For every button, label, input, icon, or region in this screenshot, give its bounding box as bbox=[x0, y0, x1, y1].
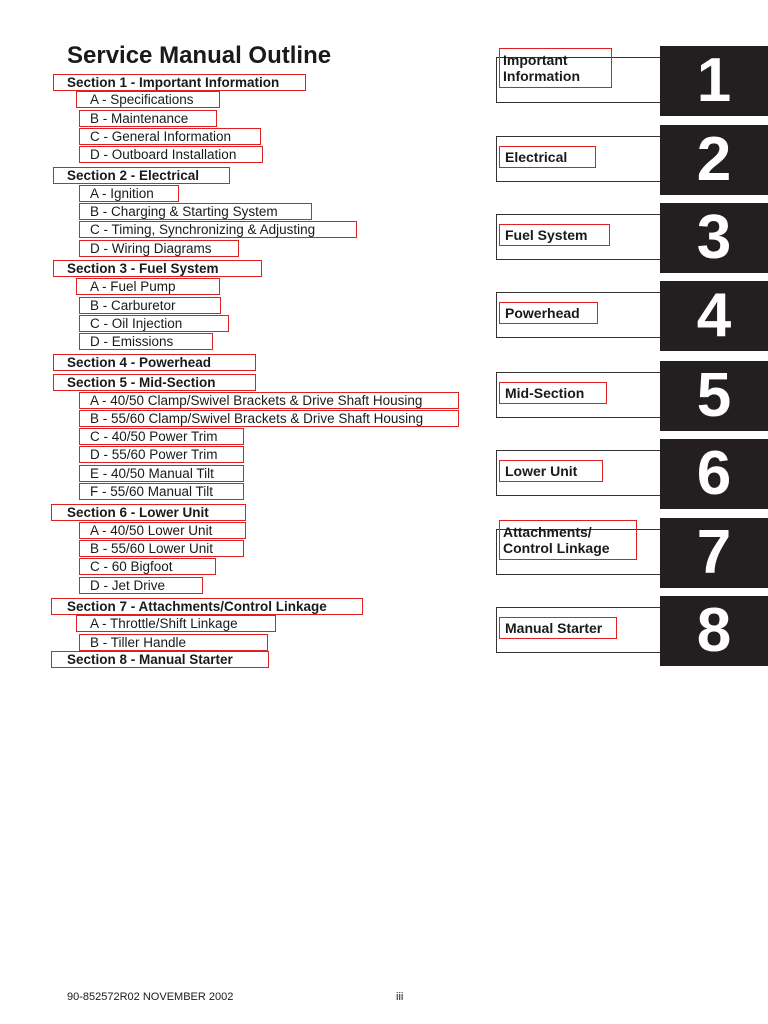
outline-item-text: D - Emissions bbox=[90, 334, 174, 349]
tab-label-line: Attachments/ bbox=[503, 524, 592, 540]
tab-label-line: Lower Unit bbox=[505, 463, 578, 479]
tab-number-block: 1 bbox=[660, 46, 768, 116]
tab-label bbox=[499, 617, 617, 639]
outline-item-text: E - 40/50 Manual Tilt bbox=[90, 466, 214, 481]
outline-item-text: B - Charging & Starting System bbox=[90, 204, 278, 219]
outline-item-text: Section 6 - Lower Unit bbox=[67, 505, 209, 520]
outline-item-text: F - 55/60 Manual Tilt bbox=[90, 484, 214, 499]
outline-item-text: Section 1 - Important Information bbox=[67, 75, 280, 90]
outline-item-text: C - Timing, Synchronizing & Adjusting bbox=[90, 222, 316, 237]
tab-label-line: Manual Starter bbox=[505, 620, 603, 636]
outline-item-text: A - Fuel Pump bbox=[90, 279, 176, 294]
outline-item-text: B - Maintenance bbox=[90, 111, 189, 126]
outline-item-text: D - Wiring Diagrams bbox=[90, 241, 212, 256]
tab-label-line: Important bbox=[503, 52, 568, 68]
tab-label bbox=[499, 520, 637, 560]
outline-item-text: B - Tiller Handle bbox=[90, 635, 187, 650]
tab-label bbox=[499, 146, 596, 168]
footer-page-number: iii bbox=[396, 991, 404, 1003]
tab-number-block: 7 bbox=[660, 518, 768, 588]
tab-label-line: Fuel System bbox=[505, 227, 588, 243]
tab-label-line: Information bbox=[503, 68, 580, 84]
outline-item-text: C - Oil Injection bbox=[90, 316, 183, 331]
outline-item-text: A - Ignition bbox=[90, 186, 154, 201]
tab-number-block: 5 bbox=[660, 361, 768, 431]
outline-item-text: A - 40/50 Lower Unit bbox=[90, 523, 213, 538]
section-tab-4[interactable] bbox=[496, 281, 768, 351]
footer-doc-info bbox=[67, 990, 233, 1004]
tab-label-line: Electrical bbox=[505, 149, 568, 165]
outline-item-text: B - 55/60 Clamp/Swivel Brackets & Drive Shaft Housing bbox=[90, 411, 424, 426]
outline-item-text: Section 2 - Electrical bbox=[67, 168, 200, 183]
page-title: Service Manual Outline bbox=[67, 42, 332, 69]
outline-item-text: D - 55/60 Power Trim bbox=[90, 447, 218, 462]
tab-number-block: 3 bbox=[660, 203, 768, 273]
section-tab-1[interactable] bbox=[496, 46, 768, 116]
outline-item-text: Section 8 - Manual Starter bbox=[67, 652, 233, 667]
tab-number-block: 2 bbox=[660, 125, 768, 195]
tab-number-block: 4 bbox=[660, 281, 768, 351]
footer-date: NOVEMBER 2002 bbox=[142, 991, 234, 1003]
outline-item-text: A - 40/50 Clamp/Swivel Brackets & Drive Shaft Housing bbox=[90, 393, 423, 408]
outline-item-text: A - Throttle/Shift Linkage bbox=[90, 616, 238, 631]
outline-item-text: Section 4 - Powerhead bbox=[67, 355, 212, 370]
outline-item-text: D - Jet Drive bbox=[90, 578, 166, 593]
outline-item-text: C - 60 Bigfoot bbox=[90, 559, 173, 574]
outline-item-text: B - Carburetor bbox=[90, 298, 176, 313]
tab-number-block: 6 bbox=[660, 439, 768, 509]
tab-label-line: Mid-Section bbox=[505, 385, 585, 401]
outline-item-text: D - Outboard Installation bbox=[90, 147, 237, 162]
outline-item-text: A - Specifications bbox=[90, 92, 194, 107]
footer-doc-code: 90-852572R02 bbox=[67, 991, 140, 1003]
section-tab-2[interactable] bbox=[496, 125, 768, 195]
section-tab-3[interactable] bbox=[496, 203, 768, 273]
tab-label bbox=[499, 460, 603, 482]
tab-label-line: Control Linkage bbox=[503, 540, 610, 556]
tab-number-block: 8 bbox=[660, 596, 768, 666]
tab-label bbox=[499, 224, 610, 246]
outline-item-text: Section 5 - Mid-Section bbox=[67, 375, 216, 390]
outline-item-text: C - 40/50 Power Trim bbox=[90, 429, 218, 444]
tab-label-line: Powerhead bbox=[505, 305, 580, 321]
outline-item-text: Section 7 - Attachments/Control Linkage bbox=[67, 599, 327, 614]
outline-item-text: C - General Information bbox=[90, 129, 232, 144]
section-tab-7[interactable] bbox=[496, 518, 768, 588]
section-tab-8[interactable] bbox=[496, 596, 768, 666]
tab-label bbox=[499, 302, 598, 324]
section-tab-6[interactable] bbox=[496, 439, 768, 509]
outline-item-text: Section 3 - Fuel System bbox=[67, 261, 219, 276]
tab-label bbox=[499, 382, 607, 404]
section-tab-5[interactable] bbox=[496, 361, 768, 431]
outline-item-text: B - 55/60 Lower Unit bbox=[90, 541, 214, 556]
tab-label bbox=[499, 48, 612, 88]
